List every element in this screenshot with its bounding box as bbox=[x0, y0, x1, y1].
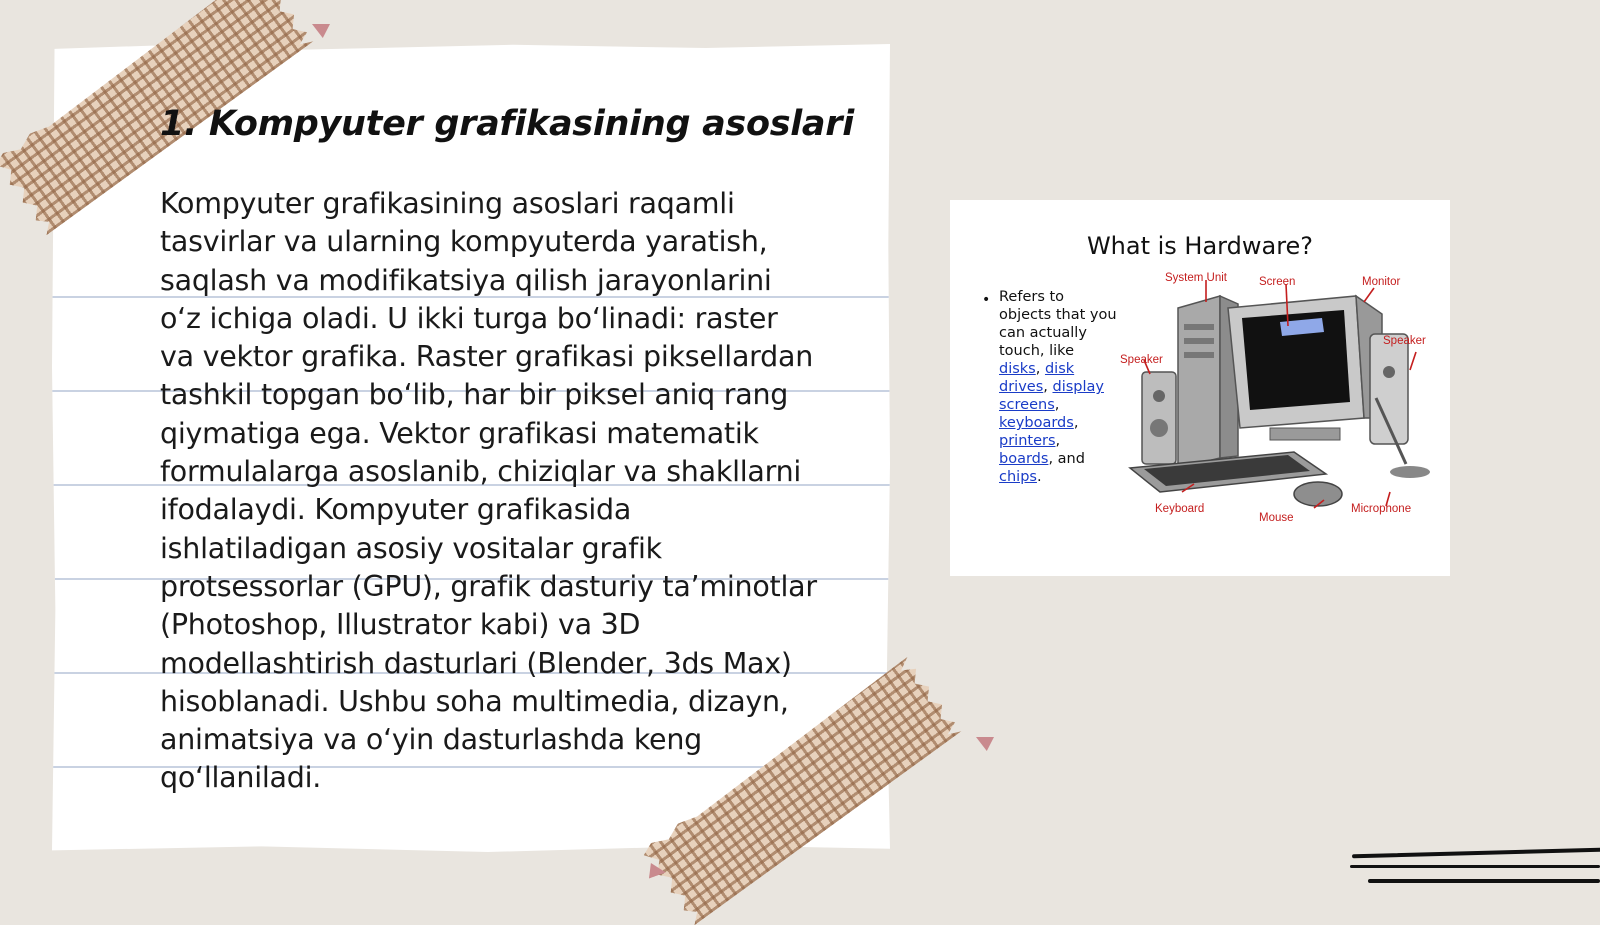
brush-stroke bbox=[1368, 879, 1600, 883]
hardware-figure bbox=[950, 200, 1450, 576]
brush-stroke bbox=[1350, 865, 1600, 868]
link-boards[interactable]: boards bbox=[999, 451, 1049, 467]
left-speaker-icon bbox=[1142, 372, 1176, 464]
brush-stroke bbox=[1352, 848, 1600, 859]
link-chips[interactable]: chips bbox=[999, 469, 1037, 485]
label-monitor: Monitor bbox=[1362, 276, 1401, 288]
slide-title: 1. Kompyuter grafikasining asoslari bbox=[160, 104, 854, 144]
label-system-unit: System Unit bbox=[1165, 272, 1227, 284]
label-keyboard: Keyboard bbox=[1155, 503, 1205, 515]
label-speaker-left: Speaker bbox=[1120, 354, 1163, 366]
link-disk-drives[interactable]: disk drives bbox=[999, 361, 1075, 395]
link-disks[interactable]: disks bbox=[999, 361, 1036, 377]
label-mouse: Mouse bbox=[1259, 512, 1294, 524]
figure-bullet-text: Refers to objects that you can actually touch, like disks, disk drives, display screens, keyboards, printers, boards, and chips. bbox=[999, 289, 1117, 485]
tape-corner-mark bbox=[976, 737, 994, 751]
figure-title: What is Hardware? bbox=[1086, 232, 1314, 260]
slide-body-text: Kompyuter grafikasining asoslari raqamli tasvirlar va ularning kompyuterda yaratish, saqlash va modifikatsiya qilish jarayonlarini o‘z ichiga oladi. U ikki turga bo‘linadi: raster va vektor grafika. Raster grafikasi piksellardan tashkil topgan bo‘lib, har bir piksel aniq rang qiymatiga ega. Vektor grafikasi matematik formulalarga asoslanib, chiziqlar va shakllarni ifodalaydi. Kompyuter grafikasida ishlatiladigan asosiy vositalar grafik protsessorlar (GPU), grafik dasturiy ta’minotlar (Photoshop, Illustrator kabi) va 3D modellashtirish dasturlari (Blender, 3ds Max) hisoblanadi. Ushbu soha multimedia, dizayn, animatsiya va o‘yin dasturlashda keng qo‘llaniladi. bbox=[160, 187, 817, 795]
monitor-icon bbox=[1228, 296, 1382, 440]
tape-corner-mark bbox=[312, 24, 330, 38]
link-keyboards[interactable]: keyboards bbox=[999, 415, 1074, 431]
bullet-intro: Refers to objects that you can actually touch, like bbox=[999, 289, 1117, 359]
link-display-screens[interactable]: display screens bbox=[999, 379, 1104, 413]
link-printers[interactable]: printers bbox=[999, 433, 1056, 449]
label-speaker-right: Speaker bbox=[1383, 335, 1426, 347]
mouse-icon bbox=[1294, 482, 1342, 506]
label-screen: Screen bbox=[1259, 276, 1296, 288]
and-word: and bbox=[1057, 451, 1085, 467]
label-microphone: Microphone bbox=[1351, 503, 1412, 515]
bullet-dot: • bbox=[982, 292, 991, 308]
computer-illustration bbox=[1120, 268, 1440, 528]
